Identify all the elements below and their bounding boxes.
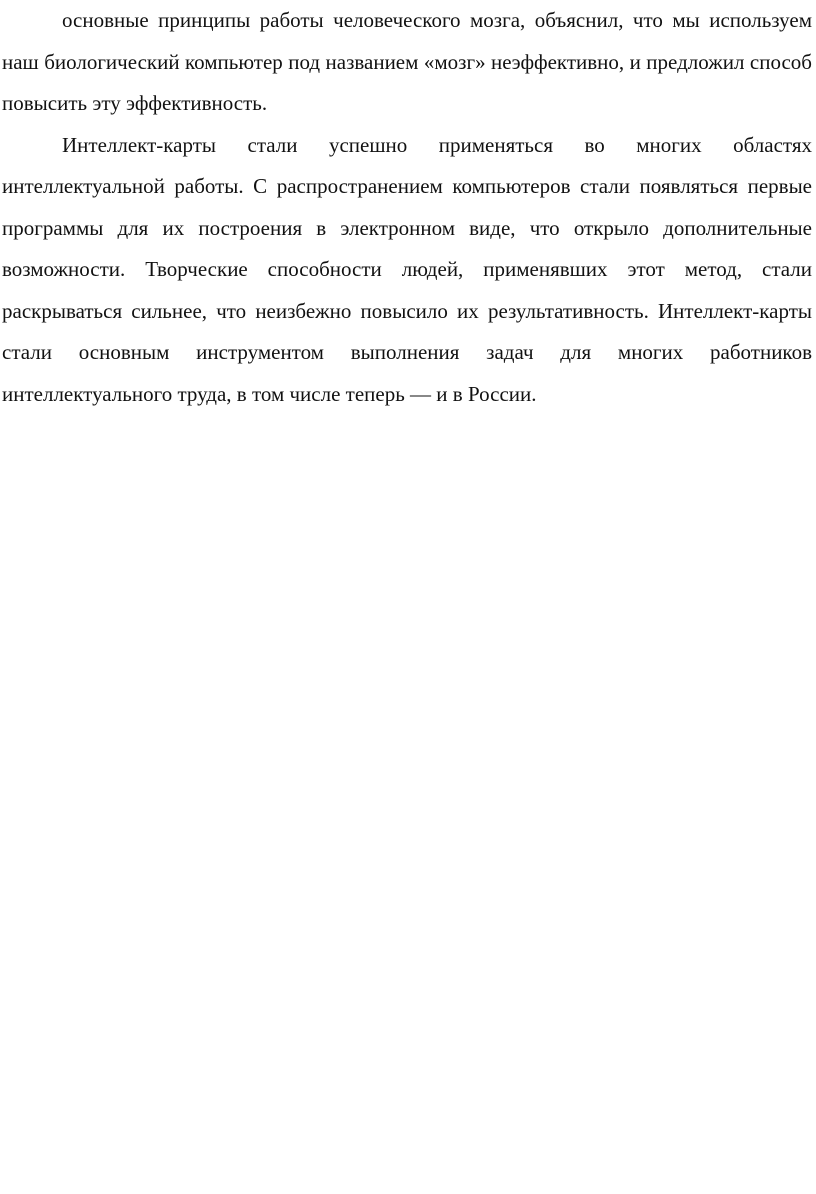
paragraph-mind-maps: Интеллект-карты стали успешно применяться во многих областях интеллектуальной работы. С распространением компьютеров стали появляться первые программы для их построения в электронном виде, что открыло дополнительные возможности. Творческие способности людей, применявших этот метод, стали раскрываться сильнее, что неизбежно повысило их результативность. Интеллект-карты стали основным инструментом выполнения задач для многих работников интеллектуального труда, в том числе теперь — и в России. <box>2 132 812 406</box>
document-body <box>2 0 812 415</box>
paragraph-continued: основные принципы работы человеческого мозга, объяснил, что мы используем наш биологический компьютер под названием «мозг» неэффективно, и предложил способ повысить эту эффективность. <box>2 8 812 115</box>
